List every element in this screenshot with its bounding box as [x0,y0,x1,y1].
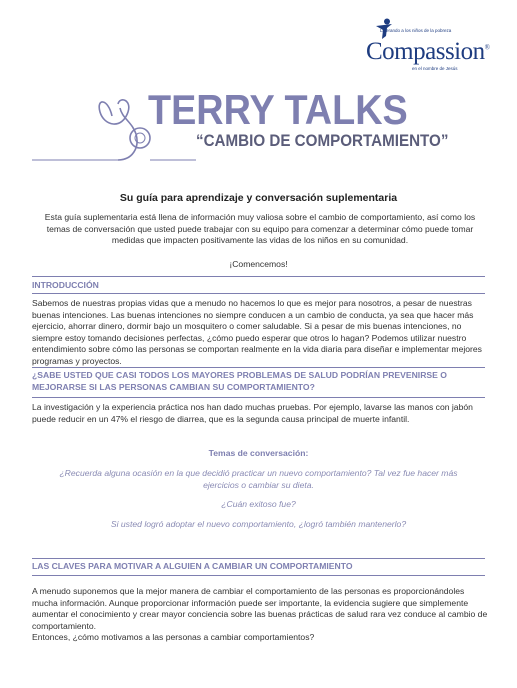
logo-tagline: Liberando a los niños de la pobreza [380,28,452,33]
divider [32,558,485,559]
guide-heading: Su guía para aprendizaje y conversación suplementaria [119,192,398,204]
conversation-topics [32,448,485,530]
section-closing-keys: Entonces, ¿cómo motivamos a las personas a cambiar comportamientos? [32,632,315,642]
page-title: TERRY TALKS [148,86,408,133]
guide-intro: Esta guía suplementaria está llena de información muy valiosa sobre el cambio de comportamiento, así como los temas de conversación que usted puede trabajar con su equipo para comenzar a determinar cómo puede tomar medidas que impacten positivamente las vidas de los niños en su comunidad. [44,212,476,246]
topic-question: ¿Recuerda alguna ocasión en la que decidió practicar un nuevo comportamiento? Tal vez fue hacer más ejercicios o cambiar su dieta. [59,468,458,490]
section-heading-introduction: INTRODUCCIÓN [32,280,99,290]
section-body-health: La investigación y la experiencia práctica nos han dado muchas pruebas. Por ejemplo, lavarse las manos con jabón puede reducir en un 47% el riesgo de diarrea, que es la segunda causa principal de muerte infantil. [32,402,473,424]
section-heading-health: ¿SABE USTED QUE CASI TODOS LOS MAYORES PROBLEMAS DE SALUD PODRÍAN PREVENIRSE O MEJORARSE SI LAS PERSONAS CAMBIAN SU COMPORTAMIENTO? [32,370,447,392]
section-heading-keys: LAS CLAVES PARA MOTIVAR A ALGUIEN A CAMBIAR UN COMPORTAMIENTO [32,561,353,571]
divider [32,367,485,368]
logo-subline: en el nombre de Jesús [412,66,458,71]
guide-start: ¡Comencemos! [229,259,288,269]
divider [32,293,485,294]
page-subtitle: “CAMBIO DE COMPORTAMIENTO” [196,132,449,150]
topics-heading: Temas de conversación: [208,448,309,458]
divider [32,397,485,398]
divider [32,575,485,576]
divider [32,276,485,277]
section-body-keys: A menudo suponemos que la mejor manera de cambiar el comportamiento de las personas es proporcionándoles mucha información. Aunque proporcionar información puede ser importante, la evidencia sugiere que simplemente aumentar el conocimiento y crear mayor conciencia sobre las buenas prácticas de salud rara vez conduce al cambio de comportamiento. [32,586,488,631]
logo-name: Compassion® [366,38,490,65]
topic-question: ¿Cuán exitoso fue? [221,499,296,510]
topic-question: Si usted logró adoptar el nuevo comportamiento, ¿logró también mantenerlo? [110,518,407,529]
section-body-introduction: Sabemos de nuestras propias vidas que a menudo no hacemos lo que es mejor para nosotros, a pesar de nuestras buenas intenciones. Las buenas intenciones no siempre conducen a un cambio de conducta, ya sea que hacer más ejercicio, ahorrar dinero, dormir bajo un mosquitero o comer saludable. Si a pesar de mis buenas intenciones, no siempre estoy tomando decisiones perfectas, ¿cómo puedo esperar que otros lo hagan? Podemos utilizar nuestro entendimiento sobre cómo las personas se comportan realmente en la vida diaria para diseñar e implementar mejores programas y proyectos. [32,298,482,366]
compassion-logo [362,18,488,74]
